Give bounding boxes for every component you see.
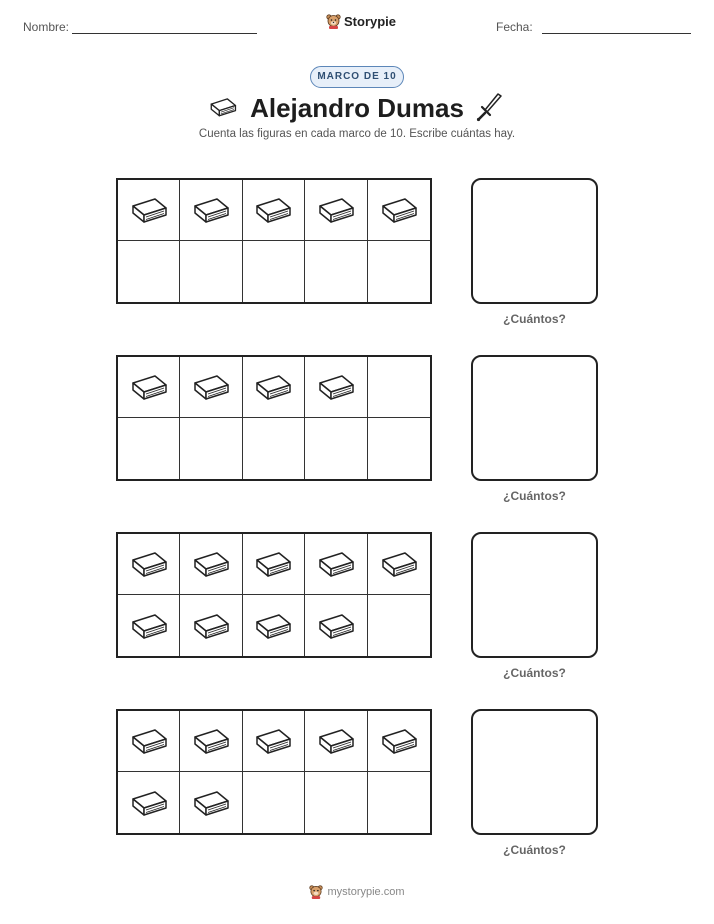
book-icon: [316, 549, 356, 579]
ten-frame-cell: [305, 418, 367, 479]
ten-frame: [116, 178, 432, 304]
ten-frame-cell: [118, 595, 180, 656]
book-icon: [191, 372, 231, 402]
answer-label: ¿Cuántos?: [503, 843, 566, 857]
book-icon: [316, 195, 356, 225]
ten-frame-cell: [368, 357, 430, 418]
ten-frame-cell: [243, 180, 305, 241]
book-icon: [191, 549, 231, 579]
book-icon: [253, 726, 293, 756]
answer-box[interactable]: [471, 355, 598, 481]
ten-frame-cell: [368, 418, 430, 479]
ten-frame-cell: [305, 711, 367, 772]
book-icon: [129, 788, 169, 818]
ten-frame-cell: [180, 772, 242, 833]
ten-frame-cell: [368, 711, 430, 772]
ten-frame-cell: [118, 711, 180, 772]
answer-label: ¿Cuántos?: [503, 312, 566, 326]
answer-label: ¿Cuántos?: [503, 666, 566, 680]
date-label: Fecha:: [496, 20, 533, 34]
book-icon: [129, 549, 169, 579]
ten-frame-cell: [180, 241, 242, 302]
book-icon: [253, 549, 293, 579]
ten-frame-cell: [368, 180, 430, 241]
ten-frame-cell: [118, 534, 180, 595]
book-icon: [129, 611, 169, 641]
book-icon: [316, 372, 356, 402]
footer-url: mystorypie.com: [327, 885, 405, 898]
book-icon: [191, 195, 231, 225]
ten-frame-cell: [180, 595, 242, 656]
instructions: Cuenta las figuras en cada marco de 10. Escribe cuántas hay.: [198, 128, 516, 140]
ten-frame: [116, 355, 432, 481]
ten-frame-cell: [243, 772, 305, 833]
book-icon: [129, 372, 169, 402]
ten-frame-cell: [118, 357, 180, 418]
name-field[interactable]: [72, 33, 257, 34]
ten-frame-cell: [243, 418, 305, 479]
ten-frame-cell: [180, 418, 242, 479]
book-icon: [253, 611, 293, 641]
book-icon: [316, 726, 356, 756]
ten-frame-cell: [305, 595, 367, 656]
book-icon: [129, 195, 169, 225]
ten-frame-cell: [368, 241, 430, 302]
footer: [0, 884, 714, 899]
ten-frame-cell: [180, 534, 242, 595]
ten-frame-cell: [368, 595, 430, 656]
ten-frame-cell: [118, 418, 180, 479]
worksheet-badge: MARCO DE 10: [310, 66, 404, 88]
date-field[interactable]: [542, 33, 691, 34]
book-icon: [379, 726, 419, 756]
book-icon: [253, 372, 293, 402]
ten-frame-cell: [305, 357, 367, 418]
ten-frame-cell: [118, 241, 180, 302]
ten-frame-cell: [305, 534, 367, 595]
answer-label: ¿Cuántos?: [503, 489, 566, 503]
answer-box[interactable]: [471, 709, 598, 835]
book-icon: [316, 611, 356, 641]
ten-frame-cell: [118, 180, 180, 241]
book-icon: [129, 726, 169, 756]
ten-frame-cell: [305, 241, 367, 302]
ten-frame-cell: [368, 772, 430, 833]
ten-frame-cell: [180, 180, 242, 241]
page-title: Alejandro Dumas: [250, 93, 464, 123]
book-icon: [208, 96, 238, 118]
title-row: [0, 90, 714, 126]
brand-logo: [326, 13, 396, 29]
book-icon: [379, 549, 419, 579]
brand-name: Storypie: [344, 13, 397, 29]
ten-frame-cell: [180, 357, 242, 418]
ten-frame-cell: [243, 357, 305, 418]
ten-frame-cell: [180, 711, 242, 772]
sword-icon: [476, 92, 502, 122]
answer-box[interactable]: [471, 532, 598, 658]
ten-frame-cell: [118, 772, 180, 833]
header: [0, 0, 714, 50]
bear-mascot-icon: [309, 884, 323, 899]
book-icon: [379, 195, 419, 225]
ten-frame: [116, 532, 432, 658]
ten-frame-cell: [305, 772, 367, 833]
book-icon: [191, 611, 231, 641]
ten-frame-cell: [243, 241, 305, 302]
book-icon: [191, 788, 231, 818]
bear-mascot-icon: [326, 13, 341, 29]
name-label: Nombre:: [23, 20, 70, 34]
ten-frame-cell: [368, 534, 430, 595]
book-icon: [253, 195, 293, 225]
ten-frame: [116, 709, 432, 835]
book-icon: [191, 726, 231, 756]
ten-frame-cell: [243, 595, 305, 656]
ten-frame-cell: [243, 711, 305, 772]
answer-box[interactable]: [471, 178, 598, 304]
ten-frame-cell: [243, 534, 305, 595]
ten-frame-cell: [305, 180, 367, 241]
